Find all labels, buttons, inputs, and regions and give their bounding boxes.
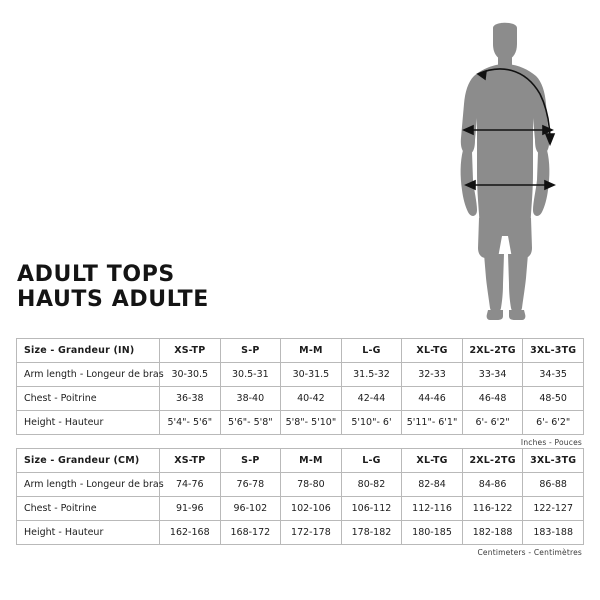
cell-chest-xl-cm: 112-116 — [402, 497, 463, 521]
cell-height-xl: 5'11"- 6'1" — [402, 411, 463, 435]
column-header-xl-cm: XL-TG — [402, 449, 463, 473]
cell-height-m-cm: 172-178 — [281, 521, 342, 545]
row-label-arm-length-cm: Arm length - Longeur de bras — [17, 473, 160, 497]
page-title — [17, 262, 209, 312]
column-header-s: S-P — [220, 339, 281, 363]
page-title-fr: HAUTS ADULTE — [17, 287, 209, 312]
column-header-s-cm: S-P — [220, 449, 281, 473]
cell-chest-l: 42-44 — [341, 387, 402, 411]
row-label-height: Height - Hauteur — [17, 411, 160, 435]
size-table-inches-block — [16, 338, 584, 447]
cell-chest-2xl-cm: 116-122 — [462, 497, 523, 521]
row-label-chest-cm: Chest - Poitrine — [17, 497, 160, 521]
cell-arm-l: 31.5-32 — [341, 363, 402, 387]
table-header-row — [17, 339, 584, 363]
column-header-l: L-G — [341, 339, 402, 363]
column-header-3xl: 3XL-3TG — [523, 339, 584, 363]
table-row — [17, 387, 584, 411]
cell-chest-m-cm: 102-106 — [281, 497, 342, 521]
column-header-3xl-cm: 3XL-3TG — [523, 449, 584, 473]
cell-arm-2xl-cm: 84-86 — [462, 473, 523, 497]
column-header-m-cm: M-M — [281, 449, 342, 473]
cell-chest-3xl-cm: 122-127 — [523, 497, 584, 521]
column-header-m: M-M — [281, 339, 342, 363]
row-label-arm-length: Arm length - Longeur de bras — [17, 363, 160, 387]
cell-height-3xl: 6'- 6'2" — [523, 411, 584, 435]
unit-note-centimeters: Centimeters - Centimètres — [477, 548, 582, 557]
cell-height-2xl: 6'- 6'2" — [462, 411, 523, 435]
table-header-row — [17, 449, 584, 473]
cell-chest-xs: 36-38 — [160, 387, 221, 411]
cell-height-3xl-cm: 183-188 — [523, 521, 584, 545]
column-header-xl: XL-TG — [402, 339, 463, 363]
cell-chest-s: 38-40 — [220, 387, 281, 411]
cell-arm-s: 30.5-31 — [220, 363, 281, 387]
cell-height-s-cm: 168-172 — [220, 521, 281, 545]
table-row — [17, 521, 584, 545]
cell-height-xl-cm: 180-185 — [402, 521, 463, 545]
cell-arm-m: 30-31.5 — [281, 363, 342, 387]
cell-chest-m: 40-42 — [281, 387, 342, 411]
cell-height-xs-cm: 162-168 — [160, 521, 221, 545]
cell-height-s: 5'6"- 5'8" — [220, 411, 281, 435]
row-label-height-cm: Height - Hauteur — [17, 521, 160, 545]
cell-arm-xs: 30-30.5 — [160, 363, 221, 387]
size-table-inches — [16, 338, 584, 435]
size-table-centimeters-block — [16, 448, 584, 557]
row-label-chest: Chest - Poitrine — [17, 387, 160, 411]
cell-arm-m-cm: 78-80 — [281, 473, 342, 497]
column-header-size-cm: Size - Grandeur (CM) — [17, 449, 160, 473]
cell-chest-xs-cm: 91-96 — [160, 497, 221, 521]
cell-height-l: 5'10"- 6' — [341, 411, 402, 435]
male-torso-measurement-figure — [430, 22, 580, 322]
cell-arm-xl: 32-33 — [402, 363, 463, 387]
cell-arm-xl-cm: 82-84 — [402, 473, 463, 497]
table-row — [17, 411, 584, 435]
cell-height-2xl-cm: 182-188 — [462, 521, 523, 545]
cell-chest-s-cm: 96-102 — [220, 497, 281, 521]
column-header-2xl-cm: 2XL-2TG — [462, 449, 523, 473]
table-row — [17, 497, 584, 521]
column-header-2xl: 2XL-2TG — [462, 339, 523, 363]
column-header-xs: XS-TP — [160, 339, 221, 363]
column-header-xs-cm: XS-TP — [160, 449, 221, 473]
cell-arm-2xl: 33-34 — [462, 363, 523, 387]
cell-arm-3xl: 34-35 — [523, 363, 584, 387]
cell-arm-xs-cm: 74-76 — [160, 473, 221, 497]
cell-chest-2xl: 46-48 — [462, 387, 523, 411]
table-row — [17, 363, 584, 387]
cell-height-m: 5'8"- 5'10" — [281, 411, 342, 435]
unit-note-inches: Inches - Pouces — [520, 438, 582, 447]
cell-chest-3xl: 48-50 — [523, 387, 584, 411]
cell-chest-xl: 44-46 — [402, 387, 463, 411]
cell-height-l-cm: 178-182 — [341, 521, 402, 545]
cell-chest-l-cm: 106-112 — [341, 497, 402, 521]
cell-arm-s-cm: 76-78 — [220, 473, 281, 497]
column-header-size: Size - Grandeur (IN) — [17, 339, 160, 363]
cell-height-xs: 5'4"- 5'6" — [160, 411, 221, 435]
table-row — [17, 473, 584, 497]
page-title-en: ADULT TOPS — [17, 262, 175, 287]
size-table-centimeters — [16, 448, 584, 545]
cell-arm-3xl-cm: 86-88 — [523, 473, 584, 497]
column-header-l-cm: L-G — [341, 449, 402, 473]
cell-arm-l-cm: 80-82 — [341, 473, 402, 497]
